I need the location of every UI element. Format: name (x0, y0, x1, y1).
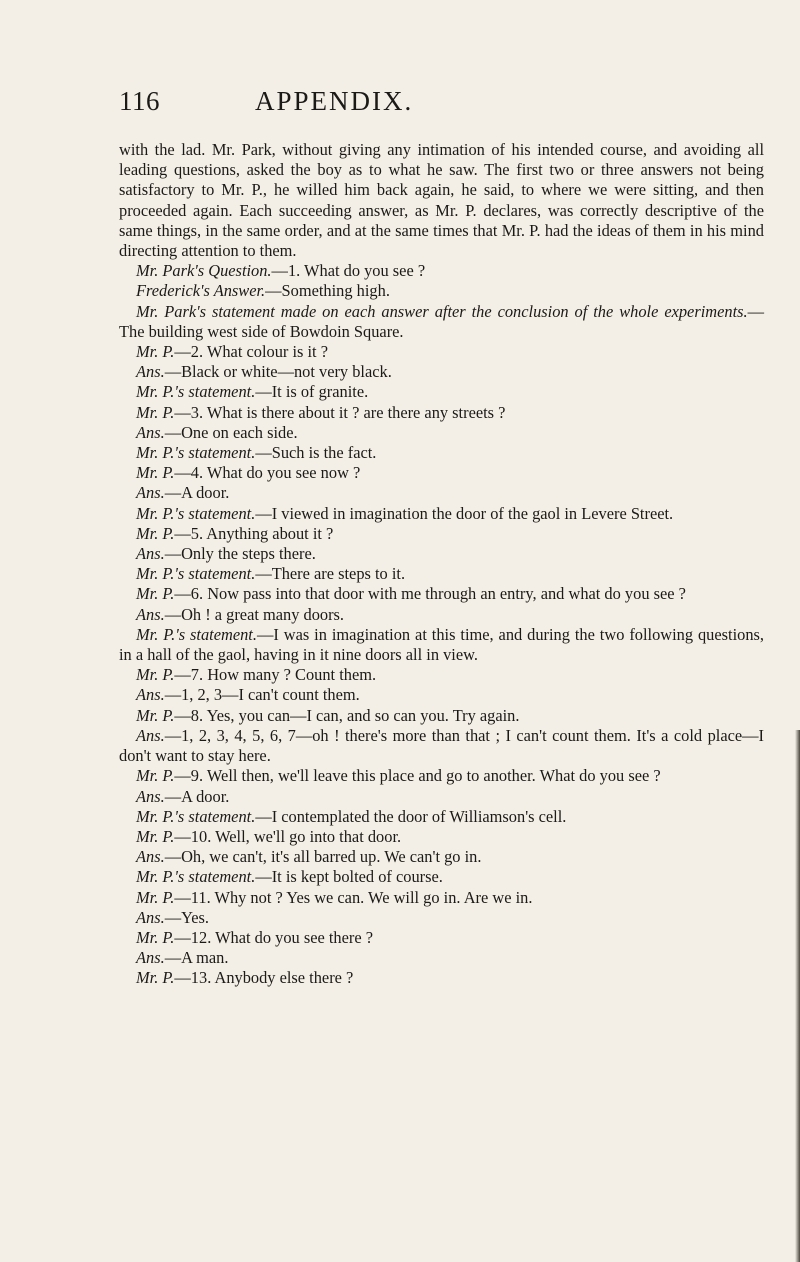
paragraph-text: —Something high. (265, 281, 390, 301)
dialogue-paragraph (119, 483, 764, 503)
paragraph-text: —5. Anything about it ? (174, 523, 334, 543)
dialogue-paragraph (119, 706, 764, 726)
speaker-label: Ans. (136, 907, 165, 927)
dialogue-paragraph (119, 867, 764, 887)
speaker-label: Ans. (136, 483, 165, 503)
speaker-label: Mr. P. (136, 968, 175, 988)
speaker-label: Mr. P.'s statement. (136, 443, 256, 463)
dialogue-paragraph (119, 423, 764, 443)
dialogue-paragraph (119, 766, 764, 786)
dialogue-paragraph (119, 443, 764, 463)
dialogue-paragraph (119, 584, 764, 604)
dialogue-paragraph (119, 403, 764, 423)
speaker-label: Mr. P. (136, 463, 175, 483)
dialogue-paragraph (119, 625, 764, 665)
paragraph-text: —1. What do you see ? (271, 261, 426, 281)
speaker-label: Mr. P.'s statement. (136, 806, 256, 826)
paragraph-text: —8. Yes, you can—I can, and so can you. Try again. (174, 705, 520, 725)
dialogue-paragraph (119, 665, 764, 685)
speaker-label: Mr. P. (136, 584, 175, 604)
speaker-label: Mr. Park's Question. (136, 261, 272, 281)
page-header (119, 86, 689, 120)
speaker-label: Mr. P.'s statement. (136, 624, 257, 644)
page-number: 116 (119, 86, 160, 116)
dialogue-paragraph (119, 847, 764, 867)
speaker-label: Ans. (136, 422, 165, 442)
speaker-label: Mr. P. (136, 342, 175, 362)
speaker-label: Mr. P. (136, 766, 175, 786)
paragraph-text: —A door. (164, 483, 230, 503)
dialogue-paragraph (119, 362, 764, 382)
dialogue-paragraph (119, 685, 764, 705)
speaker-label: Ans. (136, 604, 165, 624)
dialogue-paragraph (119, 807, 764, 827)
paragraph-text: —I viewed in imagination the door of the gaol in Levere Street. (255, 503, 674, 523)
dialogue-paragraph (119, 948, 764, 968)
dialogue-paragraph (119, 787, 764, 807)
speaker-label: Mr. P. (136, 705, 175, 725)
paragraph-text: —3. What is there about it ? are there any streets ? (174, 402, 506, 422)
paragraph-text: —The building west side of Bowdoin Square. (119, 301, 764, 341)
speaker-label: Mr. P.'s statement. (136, 564, 256, 584)
speaker-label: Mr. Park's statement made on each answer after the conclusion of the whole experiments. (136, 301, 748, 321)
paragraph-text: —7. How many ? Count them. (174, 665, 377, 685)
speaker-label: Ans. (136, 725, 165, 745)
dialogue-paragraph (119, 888, 764, 908)
paragraph-text: —13. Anybody else there ? (174, 968, 354, 988)
paragraph-text: —1, 2, 3, 4, 5, 6, 7—oh ! there's more than that ; I can't count them. It's a cold place—I don't want to stay here. (119, 725, 764, 766)
dialogue-paragraph (119, 544, 764, 564)
speaker-label: Mr. P. (136, 665, 175, 685)
speaker-label: Mr. P. (136, 927, 175, 947)
body-text (119, 140, 764, 989)
opening-paragraph (119, 140, 764, 261)
speaker-label: Mr. P.'s statement. (136, 503, 256, 523)
speaker-label: Ans. (136, 685, 165, 705)
speaker-label: Ans. (136, 544, 165, 564)
paragraph-text: —11. Why not ? Yes we can. We will go in. Are we in. (174, 887, 533, 907)
paragraph-text: —9. Well then, we'll leave this place and go to another. What do you see ? (174, 766, 661, 786)
paragraph-text: —Yes. (164, 907, 210, 927)
speaker-label: Ans. (136, 948, 165, 968)
paragraph-text: —Only the steps there. (164, 544, 316, 564)
running-head: APPENDIX. (255, 86, 414, 116)
dialogue-paragraph (119, 908, 764, 928)
speaker-label: Ans. (136, 847, 165, 867)
dialogue-paragraph (119, 605, 764, 625)
paragraph-text: —1, 2, 3—I can't count them. (164, 685, 360, 705)
dialogue-paragraph (119, 524, 764, 544)
dialogue-paragraph (119, 968, 764, 988)
speaker-label: Mr. P.'s statement. (136, 382, 256, 402)
speaker-label: Ans. (136, 362, 165, 382)
paragraph-text: —12. What do you see there ? (174, 927, 374, 947)
speaker-label: Mr. P. (136, 826, 175, 846)
dialogue-paragraph (119, 261, 764, 281)
paragraph-text: —10. Well, we'll go into that door. (174, 826, 402, 846)
speaker-label: Mr. P. (136, 523, 175, 543)
speaker-label: Frederick's Answer. (136, 281, 266, 301)
page-edge-shadow (795, 730, 800, 1262)
dialogue-paragraph (119, 564, 764, 584)
dialogue-paragraph (119, 504, 764, 524)
paragraph-text: —I contemplated the door of Williamson's cell. (255, 806, 567, 826)
speaker-label: Ans. (136, 786, 165, 806)
speaker-label: Mr. P.'s statement. (136, 867, 256, 887)
paragraph-text: —There are steps to it. (255, 564, 406, 584)
dialogue-paragraph (119, 302, 764, 342)
dialogue-paragraph (119, 382, 764, 402)
paragraph-text: —Such is the fact. (255, 443, 377, 463)
paragraph-text: —It is of granite. (255, 382, 369, 402)
dialogue-paragraph (119, 342, 764, 362)
dialogue-paragraph (119, 281, 764, 301)
dialogue-paragraph (119, 827, 764, 847)
paragraph-text: —A man. (164, 948, 229, 968)
paragraph-text: with the lad. Mr. Park, without giving any intimation of his intended course, and avoiding all leading questions, asked the boy as to what he saw. The first two or three answers not being satisfactory to Mr. P., he willed him back again, he said, to where we were sitting, and then proceeded again. Each succeeding answer, as Mr. P. declares, was correctly descriptive of the same things, in the same order, and at the same times that Mr. P. had the ideas of them in his mind directing attention to them. (119, 140, 764, 261)
speaker-label: Mr. P. (136, 887, 175, 907)
paragraph-text: —One on each side. (164, 422, 298, 442)
paragraph-text: —6. Now pass into that door with me through an entry, and what do you see ? (174, 584, 686, 604)
dialogue-paragraph (119, 928, 764, 948)
paragraph-text: —I was in imagination at this time, and during the two following questions, in a hall of the gaol, having in it nine doors all in view. (119, 624, 765, 665)
paragraph-text: —A door. (164, 786, 230, 806)
dialogue-paragraph (119, 463, 764, 483)
paragraph-text: —Oh ! a great many doors. (164, 604, 345, 624)
paragraph-text: —It is kept bolted of course. (255, 867, 443, 887)
dialogue-paragraph (119, 726, 764, 766)
paragraph-text: —2. What colour is it ? (174, 342, 328, 362)
paragraph-text: —Black or white—not very black. (164, 362, 392, 382)
paragraph-text: —Oh, we can't, it's all barred up. We can't go in. (164, 847, 482, 867)
paragraph-text: —4. What do you see now ? (174, 463, 361, 483)
speaker-label: Mr. P. (136, 402, 175, 422)
